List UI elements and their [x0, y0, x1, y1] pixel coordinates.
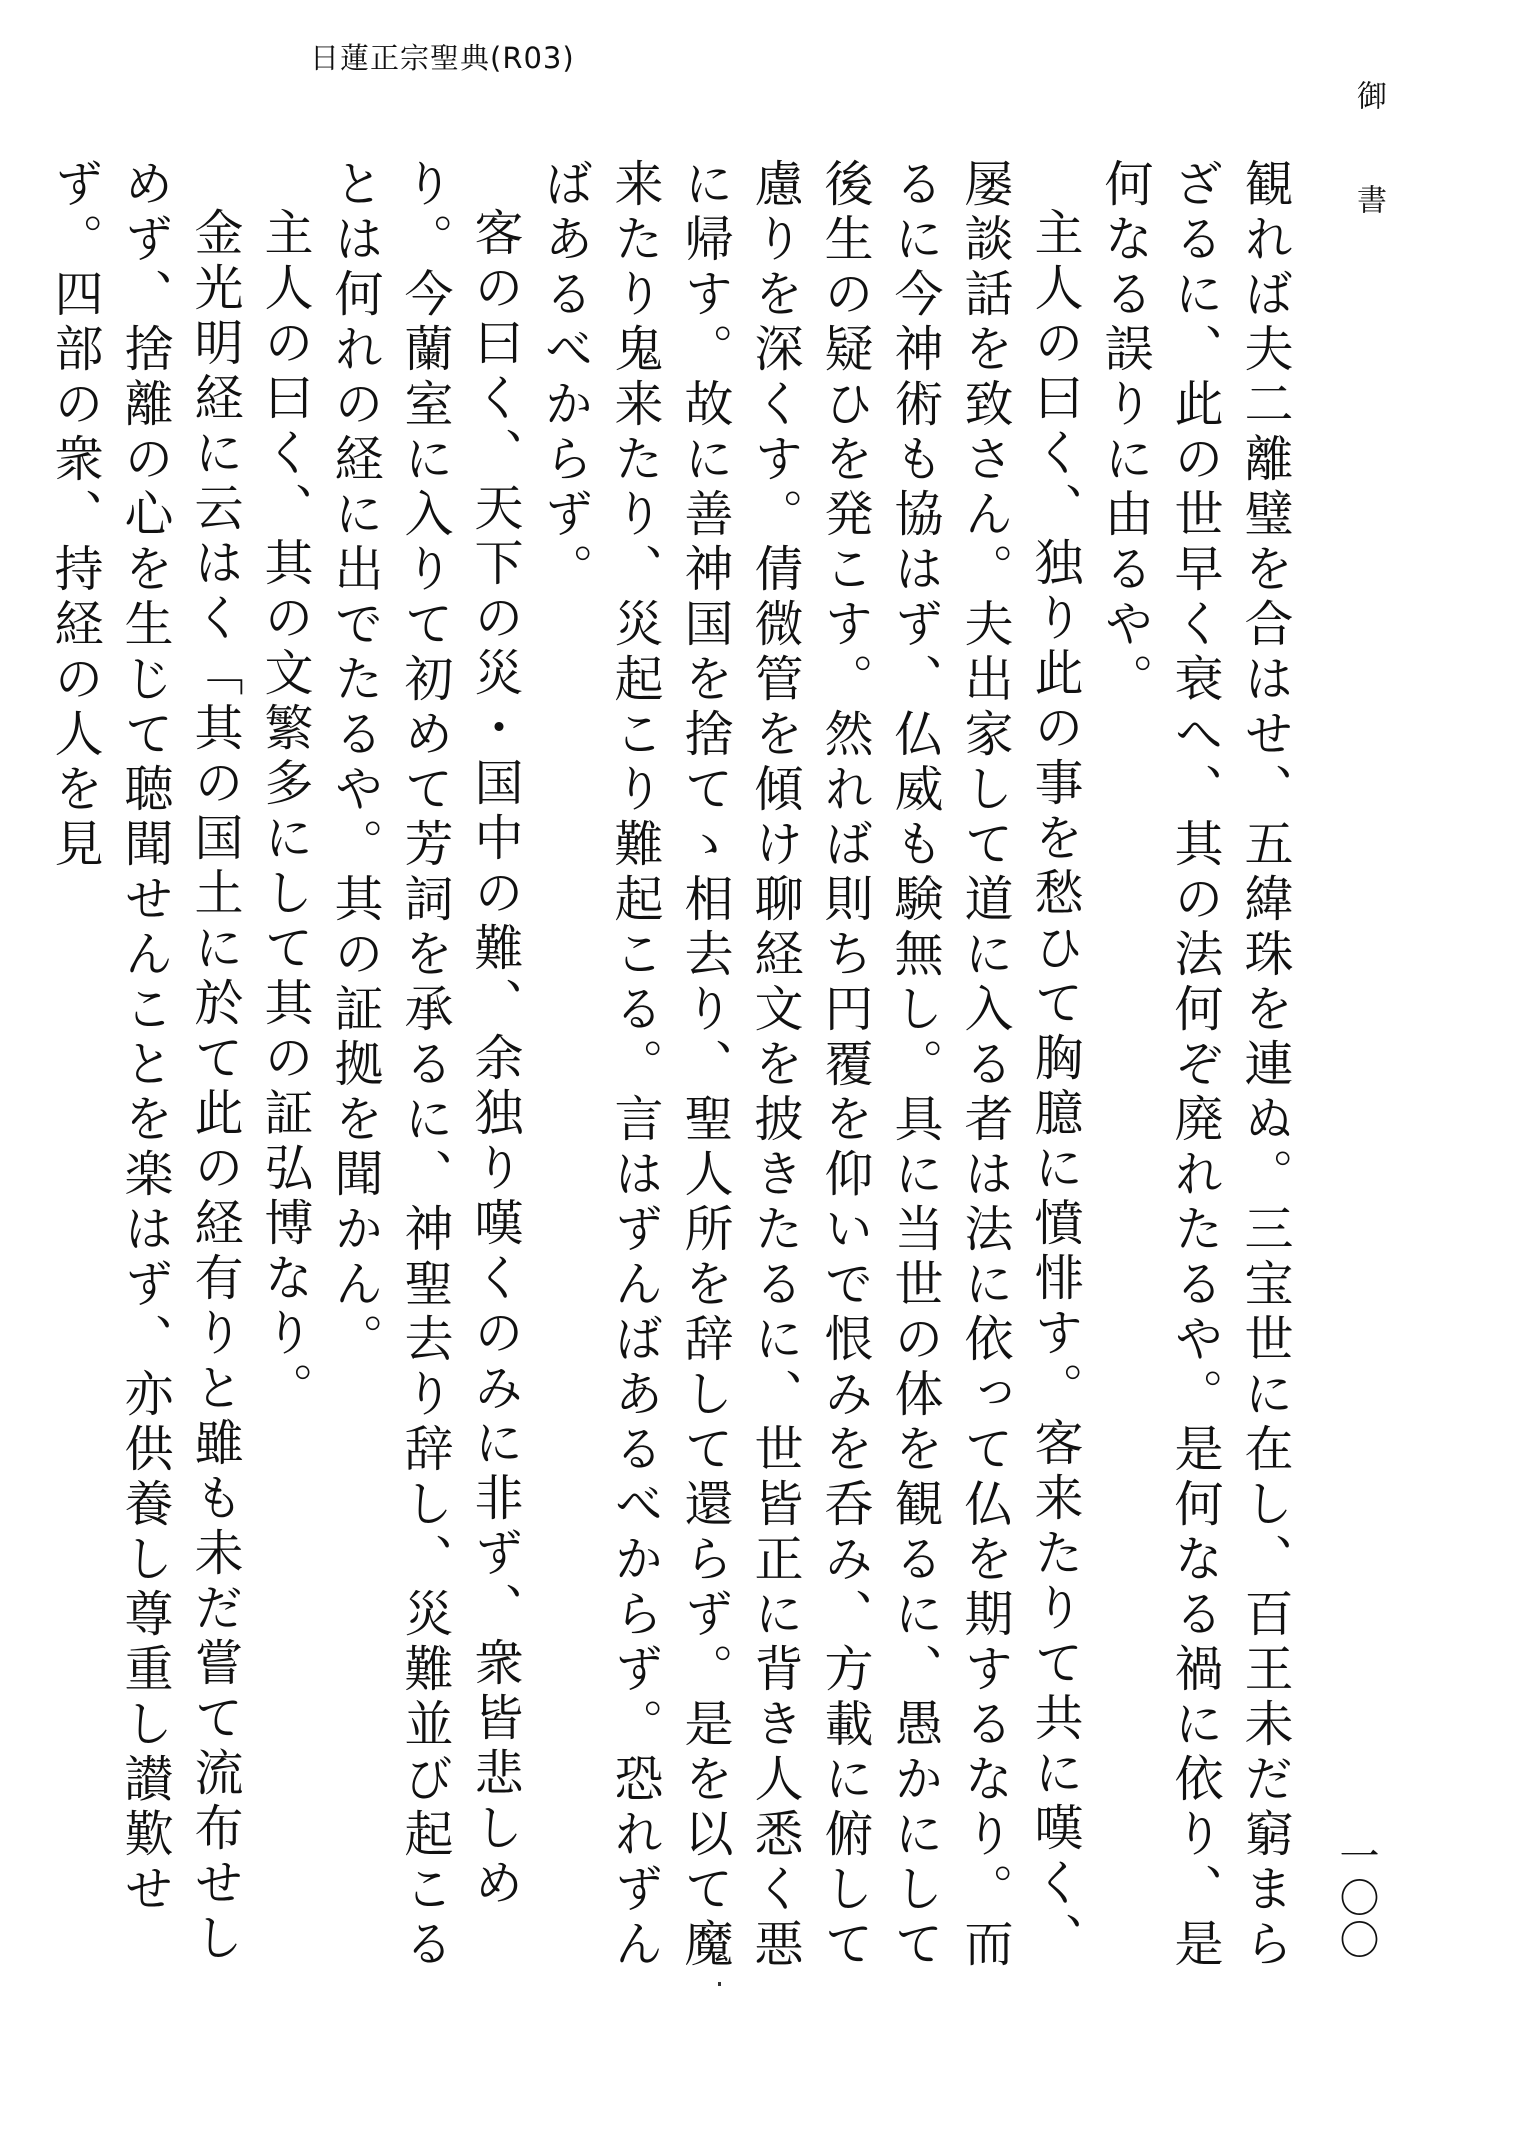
paragraph-4: 主人の曰く、其の文繁多にして其の証弘博なり。 — [257, 207, 314, 1417]
paragraph-2: 主人の曰く、独り此の事を愁ひて胸臆に憤悱す。客来たりて共に嘆く、屡談話を致さん。夫出家して道に入る者は法に依って仏を期するなり。而るに今神術も協はず、仏威も験無し。具に当世の体を観るに、愚かにして後生の疑ひを発こす。然れば則ち円覆を仰いで恨みを呑み、方載に俯して慮りを深くす。倩微管を傾け聊経文を披きたるに、世皆正に背き人悉く悪に帰す。故に善神国を捨てゝ相去り、聖人所を辞して還らず。是を以て魔来たり鬼来たり、災起こり難起こる。言はずんばあるべからず。恐れずんばあるべからず。 — [537, 158, 1084, 1973]
paragraph-1: 観れば夫二離璧を合はせ、五緯珠を連ぬ。三宝世に在し、百王未だ窮まらざるに、此の世早く衰へ、其の法何ぞ廃れたるや。是何なる禍に依り、是何なる誤りに由るや。 — [1097, 158, 1294, 1973]
text-block — [47, 158, 1300, 2008]
page-number: 一〇〇 — [1333, 1835, 1379, 1961]
main-text — [47, 158, 1300, 1998]
document-header: 日蓮正宗聖典(R03) — [310, 41, 575, 75]
paragraph-5: 金光明経に云はく「其の国土に於て此の経有りと雖も未だ嘗て流布せしめず、捨離の心を生じて聴聞せんことを楽はず、亦供養し尊重し讃歎せず。四部の衆、持経の人を見 — [47, 158, 244, 1967]
running-head: 御 書 — [1351, 80, 1386, 236]
paragraph-3: 客の曰く、天下の災・国中の難、余独り嘆くのみに非ず、衆皆悲しめり。今蘭室に入りて初めて芳詞を承るに、神聖去り辞し、災難並び起こるとは何れの経に出でたるや。其の証拠を聞かん。 — [327, 158, 524, 1973]
scan-speck — [718, 1982, 721, 1986]
